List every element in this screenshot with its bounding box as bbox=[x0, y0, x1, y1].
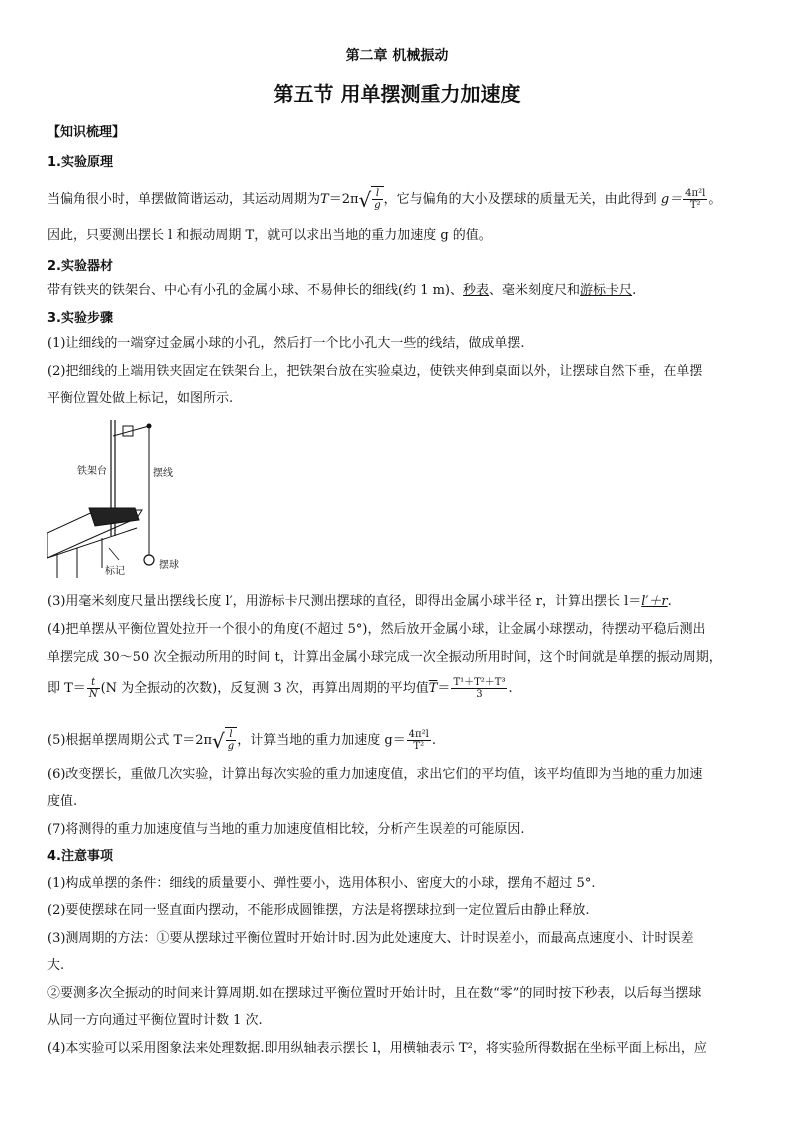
note-3-line-2: 大. bbox=[47, 958, 65, 973]
pendulum-length-answer: l′＋r bbox=[641, 594, 668, 609]
figure-label-mark: 标记 bbox=[105, 566, 125, 577]
section-4-heading: 4.注意事项 bbox=[47, 849, 113, 864]
step-5: (5)根据单摆周期公式 T＝2π√ $\frac{l}{g}$ ，计算当地的重力加速度 g＝ $\frac{\text{4π²l}}{\text{T²}}$ . bbox=[47, 728, 436, 753]
section-3-heading: 3.实验步骤 bbox=[47, 311, 113, 326]
note-4: (4)本实验可以采用图象法来处理数据.即用纵轴表示摆长 l，用横轴表示 T²，将实验所得数据在坐标平面上标出，应 bbox=[47, 1041, 707, 1056]
figure-label-string: 摆线 bbox=[153, 468, 173, 479]
knowledge-header: 【知识梳理】 bbox=[47, 125, 126, 140]
note-1: (1)构成单摆的条件：细线的质量要小、弹性要小，选用体积小、密度大的小球，摆角不超过 5°. bbox=[47, 876, 596, 891]
chapter-title: 第二章 机械振动 bbox=[345, 48, 449, 64]
g-formula: $\frac{\text{4π²l}}{\text{T²}}$ bbox=[685, 188, 706, 211]
average-period-formula: $\frac{\text{T¹＋T²＋T³}}{3}$ bbox=[453, 677, 506, 700]
stopwatch-term: 秒表 bbox=[463, 283, 490, 298]
section-1-paragraph-2: 因此，只要测出摆长 l 和振动周期 T，就可以求出当地的重力加速度 g 的值。 bbox=[47, 228, 492, 243]
step-4-line-3: 即 T＝ $\frac{t}{N}$ (N 为全振动的次数)，反复测 3 次，再算出周期的平均值$\overline{T}=$ $\frac{\text{T¹＋T²＋T³}}{3}$ . bbox=[47, 677, 513, 700]
figure-label-stand: 铁架台 bbox=[77, 466, 107, 477]
figure-label-ball: 摆球 bbox=[159, 560, 179, 571]
pendulum-figure bbox=[47, 418, 187, 578]
page-title: 第五节 用单摆测重力加速度 bbox=[273, 82, 521, 106]
note-2: (2)要使摆球在同一竖直面内摆动，不能形成圆锥摆，方法是将摆球拉到一定位置后由静止释放. bbox=[47, 903, 590, 918]
note-3-line-1: (3)测周期的方法：①要从摆球过平衡位置时开始计时.因为此处速度大、计时误差小，而最高点速度小、计时误差 bbox=[47, 931, 694, 946]
step-2-line-2: 平衡位置处做上标记，如图所示. bbox=[47, 391, 234, 406]
section-2-paragraph: 带有铁夹的铁架台、中心有小孔的金属小球、不易伸长的细线(约 1 m)、秒表、毫米刻度尺和游标卡尺. bbox=[47, 283, 637, 298]
step-7: (7)将测得的重力加速度值与当地的重力加速度值相比较，分析产生误差的可能原因. bbox=[47, 822, 525, 837]
step-1: (1)让细线的一端穿过金属小球的小孔，然后打一个比小孔大一些的线结，做成单摆. bbox=[47, 336, 525, 351]
step-4-line-1: (4)把单摆从平衡位置处拉开一个很小的角度(不超过 5°)，然后放开金属小球，让金属小球摆动，待摆动平稳后测出 bbox=[47, 622, 706, 637]
pendulum-apparatus-drawing bbox=[47, 418, 187, 578]
note-3-line-3: ②要测多次全振动的时间来计算周期.如在摆球过平衡位置时开始计时，且在数“零”的同时按下秒表，以后每当摆球 bbox=[47, 986, 702, 1001]
caliper-term: 游标卡尺 bbox=[580, 283, 633, 298]
step-6-line-2: 度值. bbox=[47, 794, 78, 809]
note-3-line-4: 从同一方向通过平衡位置时计数 1 次. bbox=[47, 1013, 263, 1028]
section-1-heading: 1.实验原理 bbox=[47, 155, 113, 170]
step-6-line-1: (6)改变摆长，重做几次实验，计算出每次实验的重力加速度值，求出它们的平均值，该平均值即为当地的重力加速 bbox=[47, 767, 703, 782]
step-3: (3)用毫米刻度尺量出摆线长度 l′，用游标卡尺测出摆球的直径，即得出金属小球半径 r，计算出摆长 l＝l′＋r. bbox=[47, 594, 672, 609]
step-4-line-2: 单摆完成 30～50 次全振动所用的时间 t，计算出金属小球完成一次全振动所用时间，这个时间就是单摆的振动周期， bbox=[47, 650, 722, 665]
sqrt-formula: √ $\frac{l}{g}$ bbox=[359, 186, 384, 213]
section-2-heading: 2.实验器材 bbox=[47, 259, 113, 274]
section-1-paragraph-1: 当偏角很小时，单摆做简谐运动，其运动周期为T＝2π√ $\frac{l}{g}$ ，它与偏角的大小及摆球的质量无关，由此得到 g＝ $\frac{\text{4π²l}}{\text{T²}}$ 。 bbox=[47, 187, 722, 212]
step-2-line-1: (2)把细线的上端用铁夹固定在铁架台上，把铁架台放在实验桌边，使铁夹伸到桌面以外，让摆球自然下垂，在单摆 bbox=[47, 364, 703, 379]
